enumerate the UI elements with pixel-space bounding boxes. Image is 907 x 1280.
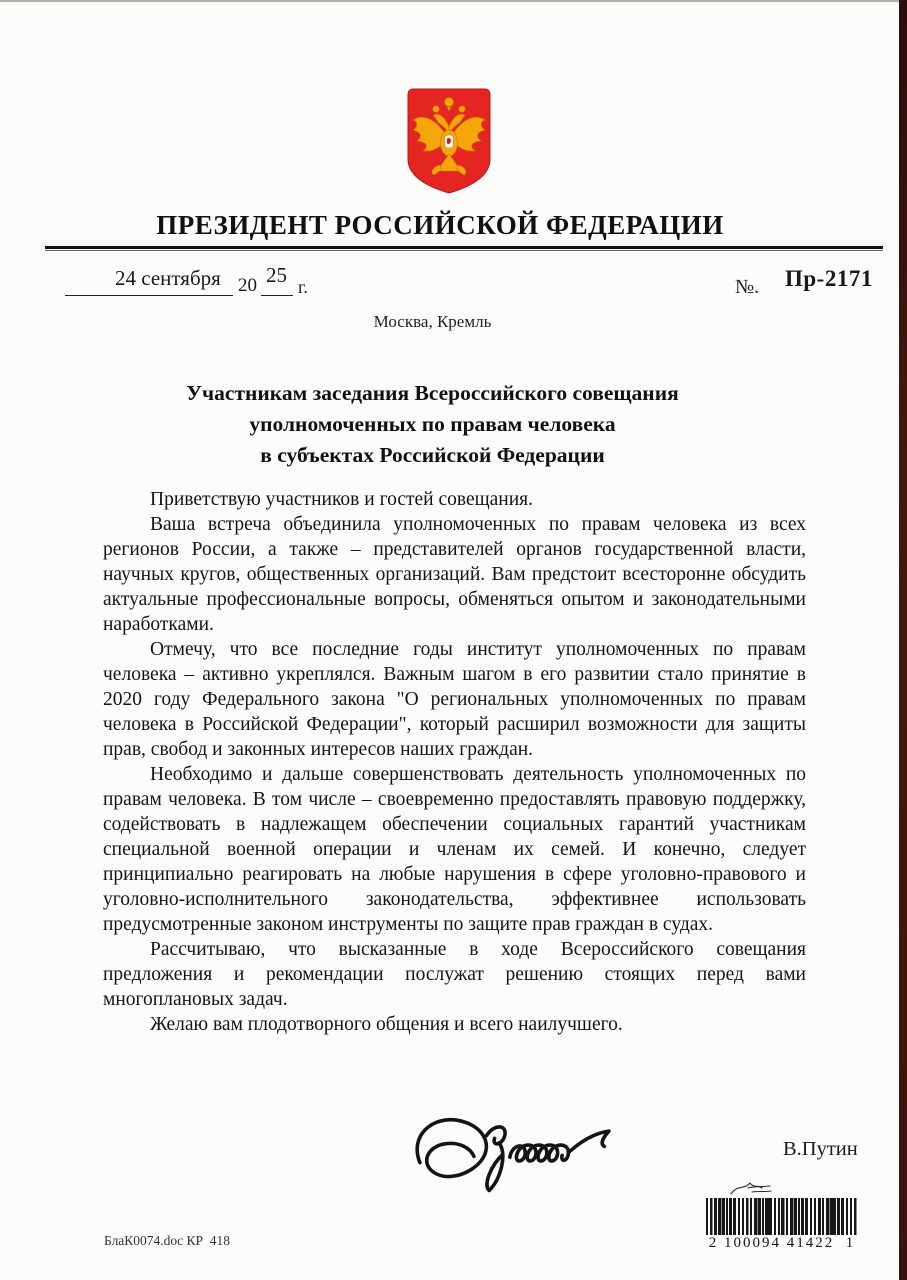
body-paragraph: Рассчитываю, что высказанные в ходе Всероссийского совещания предложения и рекомендации послужат решению стоящих перед вами многоплановых задач. bbox=[103, 939, 806, 1010]
date-year: 25 bbox=[266, 263, 287, 287]
addressee-title-line: уполномоченных по правам человека bbox=[249, 412, 616, 436]
body-paragraph: Приветствую участников и гостей совещания. bbox=[150, 489, 534, 510]
addressee-title-line: в субъектах Российской Федерации bbox=[260, 443, 605, 467]
letterhead-title: ПРЕЗИДЕНТ РОССИЙСКОЙ ФЕДЕРАЦИИ bbox=[156, 210, 724, 240]
number-sign: №. bbox=[735, 276, 760, 298]
date-day-month: 24 сентября bbox=[115, 266, 221, 290]
putin-signature-icon bbox=[393, 1105, 688, 1195]
scan-top-edge bbox=[0, 0, 907, 2]
barcode bbox=[706, 1198, 858, 1235]
body-paragraph: Необходимо и дальше совершенствовать деятельность уполномоченных по правам человека. В том числе – своевременно предоставлять правовую поддержку, содействовать в надлежащем обеспечении социальных гарантий участникам специальной военной операции и членам их семей. И конечно, следует принципиально реагировать на любые нарушения в сфере уголовно-правового и уголовно-исполнительного законодательства, эффективнее использовать предусмотренные законом инструменты по защите прав граждан в судах. bbox=[103, 764, 806, 935]
document-number: Пр-2171 bbox=[785, 266, 873, 291]
document-reference: БлаК0074.doc КР 418 bbox=[104, 1233, 231, 1248]
russia-coat-of-arms-icon bbox=[403, 85, 495, 197]
place-line: Москва, Кремль bbox=[373, 312, 492, 331]
body-paragraph: Желаю вам плодотворного общения и всего наилучшего. bbox=[150, 1014, 623, 1035]
date-year-suffix: г. bbox=[298, 277, 308, 297]
body-paragraph: Отмечу, что все последние годы институт уполномоченных по правам человека – активно укреплялся. Важным шагом в его развитии стало принятие в 2020 году Федерального закона "О региональных уполномоченных по правам человека в Российской Федерации", который расширил возможности для защиты прав, свобод и законных интересов наших граждан. bbox=[103, 639, 806, 760]
scan-right-edge bbox=[899, 0, 907, 1280]
signatory-name: В.Путин bbox=[783, 1138, 858, 1160]
letterhead-rule bbox=[45, 246, 883, 252]
addressee-title bbox=[60, 378, 805, 471]
date-century: 20 bbox=[238, 275, 257, 296]
date-underline bbox=[65, 295, 233, 296]
letter-body bbox=[103, 487, 806, 1037]
registration-scribble-icon bbox=[728, 1180, 774, 1198]
year-underline bbox=[261, 295, 293, 296]
body-paragraph: Ваша встреча объединила уполномоченных по правам человека из всех регионов России, а также – представителей органов государственной власти, научных кругов, общественных организаций. Вам предстоит всесторонне обсудить актуальные профессиональные вопросы, обменяться опытом и законодательными наработками. bbox=[103, 514, 806, 635]
barcode-digits: 2 100094 41422 1 bbox=[708, 1235, 856, 1251]
addressee-title-line: Участникам заседания Всероссийского совещания bbox=[186, 381, 679, 405]
date-number-row bbox=[0, 262, 907, 307]
